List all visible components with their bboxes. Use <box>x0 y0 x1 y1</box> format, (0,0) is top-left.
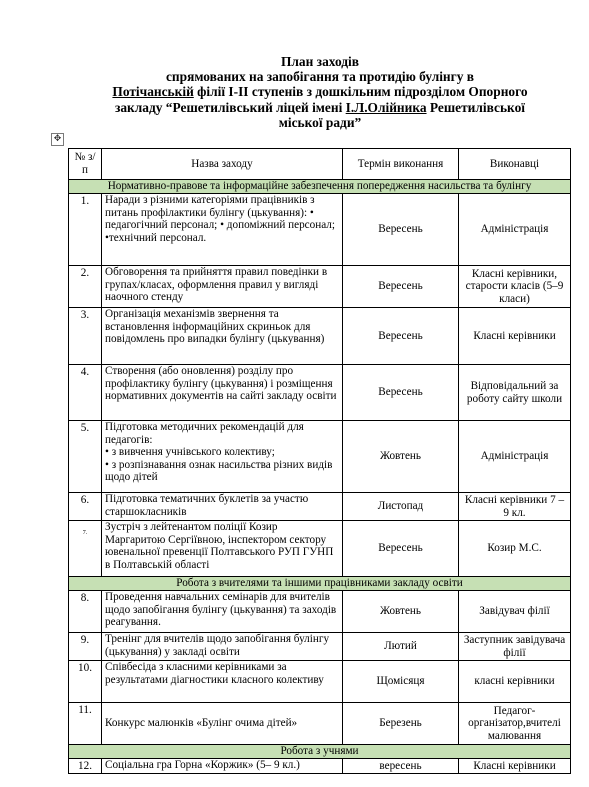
table-header-row <box>69 149 571 180</box>
section-title: Робота з вчителями та іншими працівниками закладу освіти <box>69 577 571 591</box>
row-term: вересень <box>343 759 459 774</box>
table-row <box>69 421 571 493</box>
table-row <box>69 365 571 421</box>
row-name: Організація механізмів звернення та встановлення інформаційних скриньок для повідомлень про випадки булінгу (цькування) <box>102 308 343 365</box>
table-row <box>69 633 571 661</box>
row-name: Конкурс малюнків «Булінг очима дітей» <box>102 703 343 745</box>
table-row <box>69 661 571 703</box>
row-name: Підготовка тематичних буклетів за участю старшокласників <box>102 493 343 521</box>
row-name: Тренінг для вчителів щодо запобігання булінгу (цькування) у закладі освіти <box>102 633 343 661</box>
row-term: Жовтень <box>343 421 459 493</box>
section-title: Нормативно-правове та інформаційне забезпечення попередження насильства та булінгу <box>69 180 571 194</box>
section-row <box>69 745 571 759</box>
row-num: 11. <box>69 703 102 745</box>
row-name: Створення (або оновлення) розділу про профілактику булінгу (цькування) і розміщення нормативних документів на сайті закладу освіти <box>102 365 343 421</box>
row-num: 4. <box>69 365 102 421</box>
row-who: класні керівники <box>459 661 571 703</box>
row-who: Класні керівники, старости класів (5–9 класи) <box>459 266 571 308</box>
row-who: Адміністрація <box>459 421 571 493</box>
row-name: Проведення навчальних семінарів для вчителів щодо запобігання булінгу (цькування) та заходів реагування. <box>102 591 343 633</box>
row-name: Наради з різними категоріями працівників з питань профілактики булінгу (цькування): • педагогічний персонал; • допоміжний персонал; •технічний персонал. <box>102 194 343 266</box>
row-who: Класні керівники <box>459 759 571 774</box>
table-row <box>69 703 571 745</box>
title-line-4-b: Решетилівської <box>426 99 525 115</box>
row-name-line: • з розпізнавання ознак насильства різних видів щодо дітей <box>105 458 333 484</box>
row-num: 5. <box>69 421 102 493</box>
title-line-4-a: закладу “Решетилівський ліцей імені <box>114 99 346 115</box>
row-num: 6. <box>69 493 102 521</box>
row-name: Зустріч з лейтенантом поліції Козир Маргаритою Сергіївною, інспектором сектору ювенальної превенції Полтавського РУП ГУНП в Полтавській області <box>102 521 343 577</box>
table-row <box>69 194 571 266</box>
row-who: Відповідальний за роботу сайту школи <box>459 365 571 421</box>
row-num: 12. <box>69 759 102 774</box>
row-who: Класні керівники <box>459 308 571 365</box>
row-term: Березень <box>343 703 459 745</box>
row-num: 2. <box>69 266 102 308</box>
row-name: Співбесіда з класними керівниками за результатами діагностики класного колективу <box>102 661 343 703</box>
row-term: Щомісяця <box>343 661 459 703</box>
row-who: Козир М.С. <box>459 521 571 577</box>
row-who: Класні керівники 7 – 9 кл. <box>459 493 571 521</box>
title-line-4 <box>60 100 580 115</box>
row-term: Вересень <box>343 521 459 577</box>
row-name-line: Підготовка методичних рекомендацій для педагогів: <box>105 421 304 446</box>
plan-table <box>68 148 571 774</box>
row-num: 3. <box>69 308 102 365</box>
row-name: Обговорення та прийняття правил поведінки в групах/класах, оформлення правил у вигляді наочного стенду <box>102 266 343 308</box>
title-line-3 <box>60 84 580 99</box>
row-name <box>102 421 343 493</box>
table-row <box>69 591 571 633</box>
row-term: Жовтень <box>343 591 459 633</box>
title-line-2: спрямованих на запобігання та протидію булінгу в <box>165 69 475 85</box>
row-who: Завідувач філії <box>459 591 571 633</box>
header-term: Термін виконання <box>343 149 459 180</box>
row-num: 9. <box>69 633 102 661</box>
table-row <box>69 266 571 308</box>
table-row <box>69 759 571 774</box>
row-name-line: • з вивчення учнівського колективу; <box>105 446 275 459</box>
row-term: Вересень <box>343 365 459 421</box>
row-who: Заступник завідувача філії <box>459 633 571 661</box>
row-num: 10. <box>69 661 102 703</box>
section-row <box>69 180 571 194</box>
row-num: 8. <box>69 591 102 633</box>
row-name: Соціальна гра Горна «Коржик» (5– 9 кл.) <box>102 759 343 774</box>
section-row <box>69 577 571 591</box>
header-num: № з/п <box>69 149 102 180</box>
row-term: Вересень <box>343 308 459 365</box>
title-person-name: І.Л.Олійника <box>345 99 427 115</box>
row-num: 1. <box>69 194 102 266</box>
row-who: Педагог-організатор,вчителі малювання <box>459 703 571 745</box>
title-line-3-rest: філії І-ІІ ступенів з дошкільним підрозділом Опорного <box>193 84 528 100</box>
document-title <box>60 54 580 130</box>
title-branch-name: Потічанській <box>112 84 194 100</box>
row-term: Вересень <box>343 194 459 266</box>
row-term: Лютий <box>343 633 459 661</box>
table-row <box>69 308 571 365</box>
section-title: Робота з учнями <box>69 745 571 759</box>
table-row <box>69 521 571 577</box>
header-who: Виконавці <box>459 149 571 180</box>
title-line-1: План заходів <box>281 54 359 69</box>
row-term: Вересень <box>343 266 459 308</box>
row-num: 7. <box>69 521 102 577</box>
header-name: Назва заходу <box>102 149 343 180</box>
move-cross-icon[interactable]: ✥ <box>51 133 64 146</box>
title-line-5: міської ради” <box>278 114 362 130</box>
table-row <box>69 493 571 521</box>
row-who: Адміністрація <box>459 194 571 266</box>
row-term: Листопад <box>343 493 459 521</box>
